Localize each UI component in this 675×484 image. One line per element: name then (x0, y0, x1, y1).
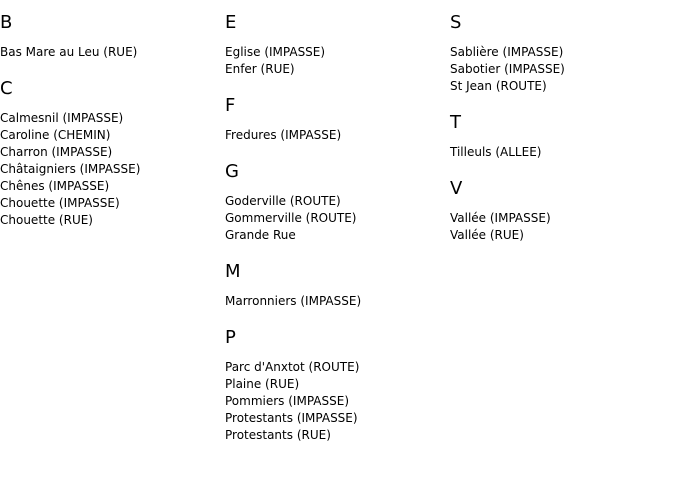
street-link[interactable]: Calmesnil (IMPASSE) (0, 111, 124, 125)
street-link[interactable]: Tilleuls (ALLEE) (450, 145, 542, 159)
list-item (450, 78, 675, 95)
list-item (0, 110, 225, 127)
street-list (225, 359, 450, 444)
letter-group-v (450, 178, 675, 244)
street-link[interactable]: Pommiers (IMPASSE) (225, 394, 349, 408)
letter-group-p (225, 327, 450, 444)
letter-heading: B (0, 12, 13, 33)
list-item (225, 359, 450, 376)
list-item (450, 61, 675, 78)
street-link[interactable]: Protestants (IMPASSE) (225, 411, 358, 425)
letter-heading: G (225, 161, 239, 182)
street-index-column-2 (225, 0, 450, 444)
street-link[interactable]: Enfer (RUE) (225, 62, 295, 76)
list-item (0, 195, 225, 212)
letter-heading: E (225, 12, 237, 33)
letter-group-b (0, 12, 225, 61)
list-item (225, 127, 450, 144)
letter-group-s (450, 12, 675, 95)
list-item (450, 144, 675, 161)
list-item (0, 127, 225, 144)
street-link[interactable]: Eglise (IMPASSE) (225, 45, 326, 59)
street-index-column-3 (450, 0, 675, 244)
letter-group-e (225, 12, 450, 78)
street-link[interactable]: Chouette (IMPASSE) (0, 196, 120, 210)
list-item (0, 212, 225, 229)
letter-heading: P (225, 327, 236, 348)
street-list (225, 44, 450, 78)
street-link[interactable]: Fredures (IMPASSE) (225, 128, 342, 142)
street-link[interactable]: Grande Rue (225, 228, 296, 242)
list-item (225, 193, 450, 210)
street-link[interactable]: Caroline (CHEMIN) (0, 128, 111, 142)
street-link[interactable]: Marronniers (IMPASSE) (225, 294, 362, 308)
list-item (0, 161, 225, 178)
street-list (0, 44, 225, 61)
street-link[interactable]: Sablière (IMPASSE) (450, 45, 564, 59)
list-item (0, 178, 225, 195)
street-link[interactable]: Vallée (RUE) (450, 228, 524, 242)
street-index-column-1 (0, 0, 225, 229)
letter-group-m (225, 261, 450, 310)
street-link[interactable]: Châtaigniers (IMPASSE) (0, 162, 141, 176)
letter-group-t (450, 112, 675, 161)
street-list (450, 210, 675, 244)
list-item (450, 44, 675, 61)
list-item (225, 210, 450, 227)
list-item (450, 210, 675, 227)
list-item (0, 144, 225, 161)
street-link[interactable]: Vallée (IMPASSE) (450, 211, 551, 225)
street-link[interactable]: Goderville (ROUTE) (225, 194, 341, 208)
list-item (450, 227, 675, 244)
street-list (450, 44, 675, 95)
street-list (450, 144, 675, 161)
letter-group-g (225, 161, 450, 244)
letter-heading: C (0, 78, 13, 99)
letter-group-c (0, 78, 225, 229)
list-item (225, 293, 450, 310)
street-link[interactable]: Gommerville (ROUTE) (225, 211, 357, 225)
letter-heading: M (225, 261, 241, 282)
letter-heading: F (225, 95, 236, 116)
street-link[interactable]: Chouette (RUE) (0, 213, 93, 227)
letter-heading: S (450, 12, 462, 33)
list-item (0, 44, 225, 61)
list-item (225, 44, 450, 61)
street-list (225, 127, 450, 144)
street-link[interactable]: Parc d'Anxtot (ROUTE) (225, 360, 360, 374)
letter-group-f (225, 95, 450, 144)
street-link[interactable]: Bas Mare au Leu (RUE) (0, 45, 138, 59)
street-link[interactable]: Protestants (RUE) (225, 428, 331, 442)
street-list (225, 193, 450, 244)
list-item (225, 376, 450, 393)
letter-heading: T (450, 112, 461, 133)
street-link[interactable]: Sabotier (IMPASSE) (450, 62, 565, 76)
letter-heading: V (450, 178, 463, 199)
list-item (225, 410, 450, 427)
list-item (225, 427, 450, 444)
list-item (225, 227, 450, 244)
street-link[interactable]: St Jean (ROUTE) (450, 79, 547, 93)
street-link[interactable]: Charron (IMPASSE) (0, 145, 113, 159)
street-link[interactable]: Chênes (IMPASSE) (0, 179, 110, 193)
list-item (225, 61, 450, 78)
street-link[interactable]: Plaine (RUE) (225, 377, 300, 391)
list-item (225, 393, 450, 410)
street-list (0, 110, 225, 229)
street-list (225, 293, 450, 310)
